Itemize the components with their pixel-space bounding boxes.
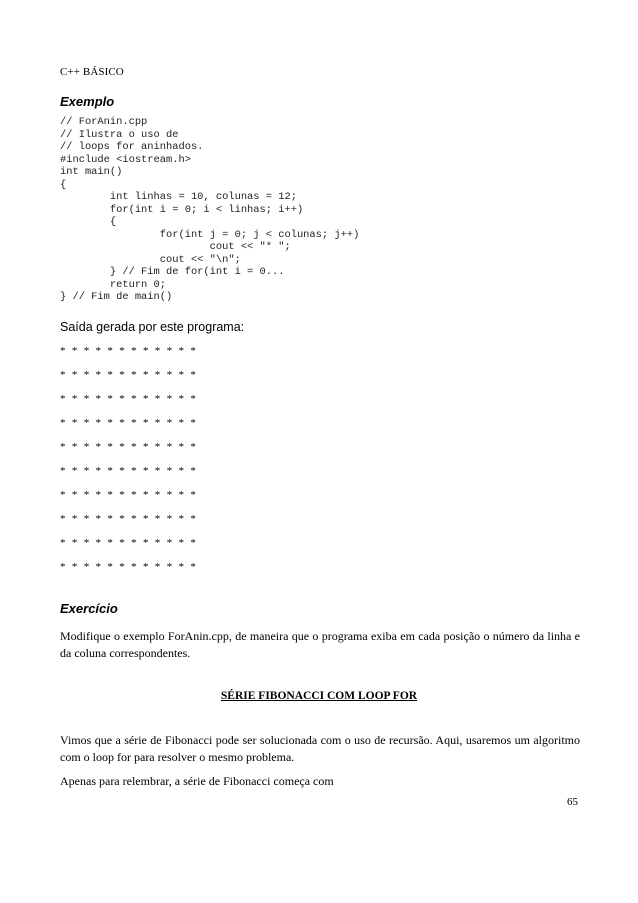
- example-heading: Exemplo: [60, 94, 115, 109]
- output-line: * * * * * * * * * * * *: [60, 513, 198, 525]
- section-paragraph-2: Apenas para relembrar, a série de Fibonacci começa com: [60, 774, 334, 788]
- output-line: * * * * * * * * * * * *: [60, 345, 198, 357]
- output-line: * * * * * * * * * * * *: [60, 537, 198, 549]
- output-line: * * * * * * * * * * * *: [60, 465, 198, 477]
- output-line: * * * * * * * * * * * *: [60, 561, 198, 573]
- output-block: [60, 345, 198, 585]
- exercise-heading: Exercício: [60, 601, 118, 616]
- section-title-text: SÉRIE FIBONACCI COM LOOP FOR: [220, 690, 418, 702]
- code-listing: // ForAnin.cpp // Ilustra o uso de // loops for aninhados. #include <iostream.h> int main() { int linhas = 10, colunas = 12; for(int i = 0; i < linhas; i++) { for(int j = 0; j < colunas; j++) cout << "* "; cout << "\n"; } // Fim de for(int i = 0... return 0; } // Fim de main(): [60, 116, 360, 303]
- output-line: * * * * * * * * * * * *: [60, 441, 198, 453]
- section-paragraph-1: Vimos que a série de Fibonacci pode ser solucionada com o uso de recursão. Aqui, usaremos um algoritmo com o loop for para resolver o mesmo problema.: [60, 733, 580, 764]
- output-line: * * * * * * * * * * * *: [60, 369, 198, 381]
- output-line: * * * * * * * * * * * *: [60, 393, 198, 405]
- output-label: Saída gerada por este programa:: [60, 320, 245, 334]
- output-line: * * * * * * * * * * * *: [60, 417, 198, 429]
- exercise-text: Modifique o exemplo ForAnin.cpp, de maneira que o programa exiba em cada posição o número da linha e da coluna correspondentes.: [60, 629, 580, 660]
- output-line: * * * * * * * * * * * *: [60, 489, 198, 501]
- running-header: C++ BÁSICO: [60, 66, 124, 78]
- section-title: [0, 690, 638, 702]
- page-number: 65: [567, 796, 578, 808]
